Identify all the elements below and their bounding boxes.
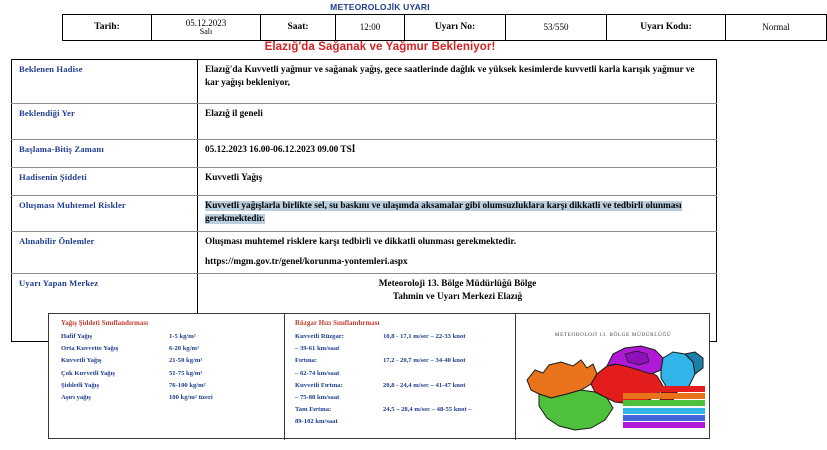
legend-item <box>61 368 279 380</box>
region-map-panel <box>517 314 709 440</box>
row-label-possible-risks: Oluşması Muhtemel Riskler <box>12 196 198 232</box>
warning-number-label: Uyarı No: <box>405 15 506 41</box>
table-row <box>12 168 717 196</box>
row-label-issuing-center: Uyarı Yapan Merkez <box>12 273 198 341</box>
wind-name-2: Kuvvetli Fırtına: <box>295 381 343 389</box>
legend-item <box>61 392 279 404</box>
precipitation-name-3: Çok Kuvvetli Yağış <box>61 369 115 377</box>
legend-panel <box>48 313 710 439</box>
legend-divider-2 <box>515 314 516 440</box>
precipitation-name-4: Şiddetli Yağış <box>61 381 100 389</box>
precipitation-name-2: Kuvvetli Yağış <box>61 357 102 365</box>
wind-value-3: 24,5 – 28,4 m/sec – 48-55 knot – <box>383 406 472 414</box>
wind-cont-1: – 62-74 km/saat <box>295 369 340 377</box>
header-info-table <box>62 14 827 41</box>
precipitation-name-0: Hafif Yağış <box>61 333 93 340</box>
row-label-expected-area: Beklendiği Yer <box>12 104 198 140</box>
legend-item <box>295 404 510 416</box>
precipitation-value-0: 1-5 kg/m² <box>169 333 196 340</box>
precautions-text: Oluşması muhtemel risklere karşı tedbirli ve dikkatli olunması gerekmektedir. <box>205 237 517 247</box>
row-label-start-end-time: Başlama-Bitiş Zamanı <box>12 140 198 168</box>
table-row <box>12 140 717 168</box>
issuing-center-line-1: Meteoroloji 13. Bölge Müdürlüğü Bölge <box>378 278 537 289</box>
row-value-start-end-time: 05.12.2023 16.00-06.12.2023 09.00 TSİ <box>198 140 717 168</box>
legend-item <box>61 331 279 343</box>
precipitation-value-3: 51-75 kg/m² <box>169 369 203 377</box>
legend-item <box>61 380 279 392</box>
table-row <box>12 60 717 104</box>
precipitation-name-1: Orta Kuvvette Yağış <box>61 345 119 353</box>
colorbar-band-5 <box>623 422 705 428</box>
row-value-event-severity: Kuvvetli Yağış <box>198 168 717 196</box>
legend-item <box>295 331 510 343</box>
precipitation-legend <box>61 320 279 404</box>
date-value-main: 05.12.2023 <box>185 17 227 28</box>
precipitation-value-5: 100 kg/m² üzeri <box>169 393 213 401</box>
map-caption: METEOROLOJİ 13. BÖLGE MÜDÜRLÜĞÜ <box>554 332 672 338</box>
warning-code-label: Uyarı Kodu: <box>607 15 726 41</box>
wind-name-0: Kuvvetli Rüzgar: <box>295 333 344 340</box>
warning-number-value: 53/550 <box>506 15 607 41</box>
legend-item <box>295 380 510 392</box>
precipitation-value-4: 76-100 kg/m² <box>169 381 206 389</box>
colorbar-band-2 <box>623 400 705 406</box>
date-label: Tarih: <box>63 15 152 41</box>
time-label: Saat: <box>261 15 336 41</box>
wind-value-1: 17,2 - 20,7 m/sec – 34-40 knot <box>383 357 466 365</box>
table-row <box>63 15 827 41</box>
time-value: 12:00 <box>336 15 405 41</box>
warning-code-value: Normal <box>726 15 827 41</box>
row-value-expected-area: Elazığ il geneli <box>198 104 717 140</box>
colorbar-band-3 <box>623 408 705 414</box>
wind-name-3: Tam Fırtına: <box>295 406 332 414</box>
map-colorbar-legend <box>623 386 705 430</box>
date-value-weekday: Salı <box>199 27 213 37</box>
issuing-center-line-2: Tahmin ve Uyarı Merkezi Elazığ <box>392 292 523 303</box>
table-row <box>12 196 717 232</box>
wind-legend-title: Rüzgar Hızı Sınıflandırması <box>295 320 380 327</box>
legend-item <box>295 355 510 367</box>
wind-name-1: Fırtına: <box>295 357 317 365</box>
row-label-precautions: Alınabilir Önlemler <box>12 232 198 274</box>
precipitation-name-5: Aşırı yağış <box>61 393 91 401</box>
wind-value-0: 10,8 - 17,1 m/sec – 22-33 knot <box>383 333 466 340</box>
table-row <box>12 232 717 274</box>
row-label-expected-event: Beklenen Hadise <box>12 60 198 104</box>
page-title: METEOROLOJİK UYARI <box>330 2 430 12</box>
wind-cont-2: – 75-88 km/saat <box>295 393 340 401</box>
date-value <box>152 15 261 41</box>
row-value-possible-risks <box>198 196 717 232</box>
row-value-precautions <box>198 232 717 274</box>
wind-legend <box>295 320 510 429</box>
precipitation-value-1: 6-20 kg/m² <box>169 345 200 353</box>
precipitation-value-2: 21-50 kg/m² <box>169 357 203 365</box>
precipitation-legend-title: Yağış Şiddeti Sınıflandırması <box>61 320 149 327</box>
legend-item <box>61 355 279 367</box>
wind-value-2: 20,8 - 24,4 m/sec – 41-47 knot <box>383 381 466 389</box>
wind-cont-0: – 39-61 km/saat <box>295 345 340 353</box>
legend-divider-1 <box>284 314 285 440</box>
alert-headline: Elazığ'da Sağanak ve Yağmur Bekleniyor! <box>264 41 496 53</box>
selected-text-highlight: Kuvvetli yağışlarla birlikte sel, su baskını ve ulaşımda aksamalar gibi olumsuzluklara karşı dikkatli ve tedbirli olunması gerekmektedir. <box>205 201 682 225</box>
colorbar-band-0 <box>623 386 705 392</box>
colorbar-band-1 <box>623 393 705 399</box>
colorbar-band-4 <box>623 415 705 421</box>
table-row <box>12 104 717 140</box>
wind-cont-3: 89-102 km/saat <box>295 418 338 426</box>
precautions-url[interactable]: https://mgm.gov.tr/genel/korunma-yontemleri.aspx <box>205 257 408 268</box>
row-label-event-severity: Hadisenin Şiddeti <box>12 168 198 196</box>
row-value-expected-event: Elazığ'da Kuvvetli yağmur ve sağanak yağış, gece saatlerinde dağlık ve yüksek kesimlerde kuvvetli karla karışık yağmur ve kar yağışı bekleniyor, <box>198 60 717 104</box>
legend-item <box>61 343 279 355</box>
warning-detail-table <box>11 59 717 342</box>
